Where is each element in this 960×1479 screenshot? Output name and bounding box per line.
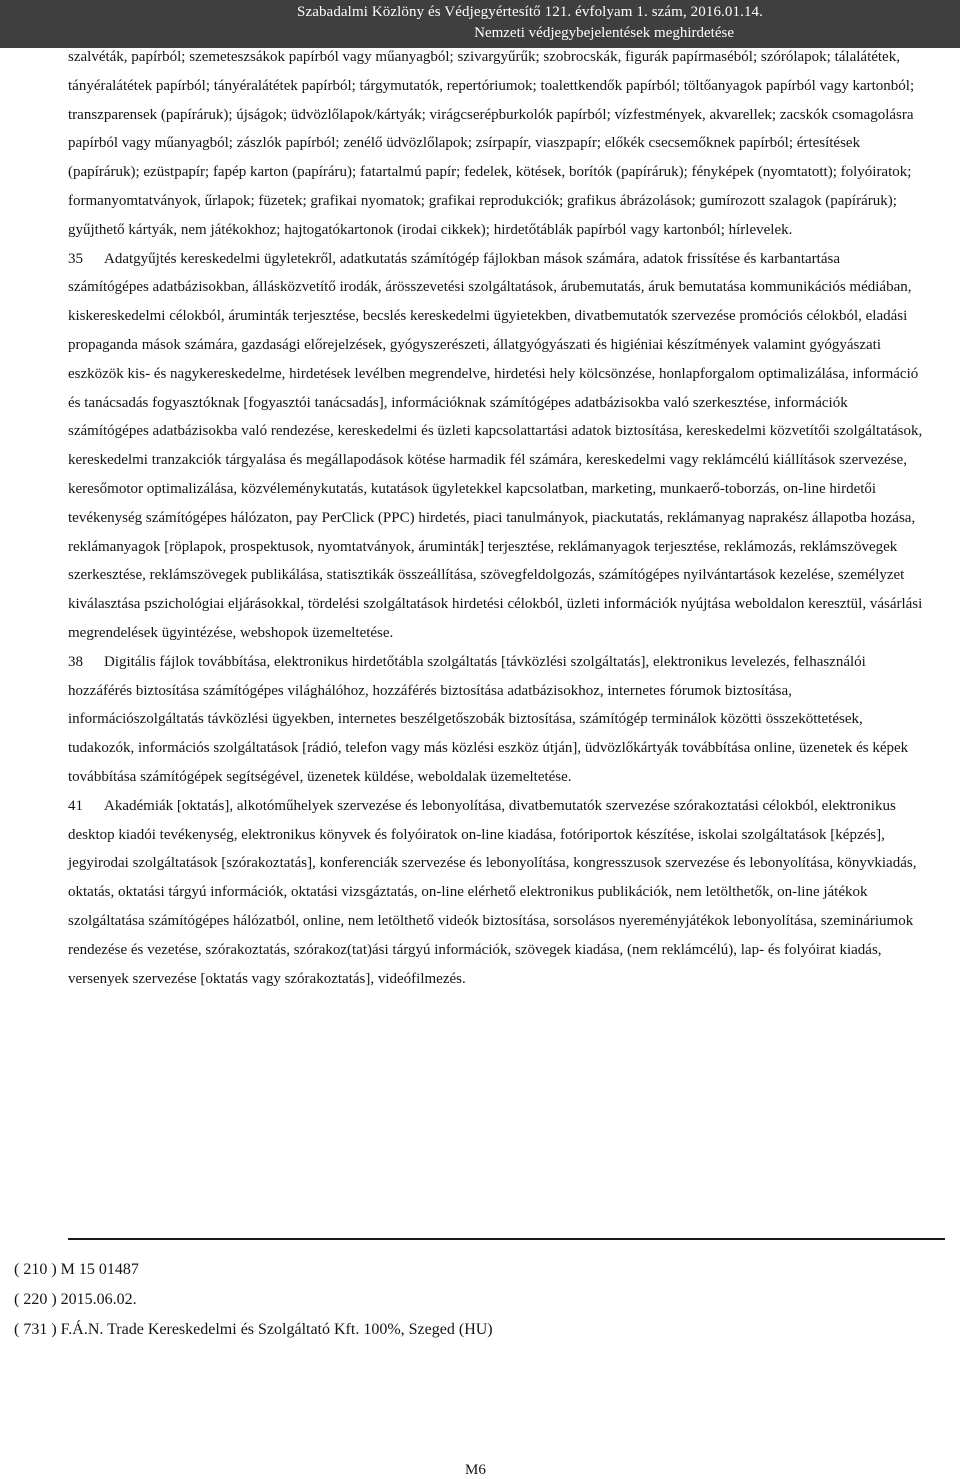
class-41-paragraph xyxy=(68,792,923,994)
class-35-paragraph xyxy=(68,245,923,648)
page-header xyxy=(0,0,960,48)
application-number: ( 210 ) M 15 01487 xyxy=(14,1261,139,1278)
class-text: Adatgyűjtés kereskedelmi ügyletekről, adatkutatás számítógép fájlokban mások számára, adatok frissítése és karbantartása számítógépes adatbázisokban, állásközvetítő irodák, árösszevetési szolgáltatások, árubemutatás, áruk bemutatása kommunikációs médiában, kiskereskedelmi célokból, áruminták terjesztése, becslés kereskedelmi ügyietekben, divatbemutatók szervezése promóciós célokból, eladási propaganda mások számára, gazdasági előrejelzések, gyógyszerészeti, állatgyógyászati és higiéniai készítmények valamint gyógyászati eszközök kis- és nagykereskedelme, hirdetések levélben megrendelve, hirdetési hely kölcsönzése, honlapforgalom optimalizálása, információ és tanácsadás fogyasztóknak [fogyasztói tanácsadás], információknak számítógépes adatbázisokba való szerkesztése, információk számítógépes adatbázisokba való rendezése, kereskedelmi és üzleti kapcsolattartási adatok biztosítása, kereskedelmi közvetítői szolgáltatások, kereskedelmi tranzakciók tárgyalása és megállapodások kötése harmadik fél számára, kereskedelmi vagy reklámcélú kiállítások szervezése, keresőmotor optimalizálása, közvéleménykutatás, kutatások ügyletekkel kapcsolatban, marketing, munkaerő-toborzás, on-line hirdetői tevékenység számítógépes hálózaton, pay PerClick (PPC) hirdetés, piaci tanulmányok, piackutatás, reklámanyag naprakész állapotba hozása, reklámanyagok [röplapok, prospektusok, nyomtatványok, áruminták] terjesztése, reklámanyagok terjesztése, reklámozás, reklámszövegek szerkesztése, reklámszövegek publikálása, statisztikák összeállítása, szövegfeldolgozás, számítógépes nyilvántartások kezelése, személyzet kiválasztása pszichológiai eljárásokkal, tördelési szolgáltatások hirdetési célokból, üzleti információk nyújtása weboldalon keresztül, vásárlási megrendelések ügyintézése, webshopok üzemeltetése. xyxy=(68,250,923,641)
page-number: M6 xyxy=(465,1462,486,1478)
section-title: Nemzeti védjegybejelentések meghirdetése xyxy=(474,25,734,41)
section-divider xyxy=(68,1238,945,1240)
goods-services-list xyxy=(68,43,923,993)
class-text: Digitális fájlok továbbítása, elektronikus hirdetőtábla szolgáltatás [távközlési szolgáltatás], elektronikus levelezés, felhasználói hozzáférés biztosítása számítógépes világhálóhoz, hozzáférés biztosítása adatbázisokhoz, internetes fórumok biztosítása, információszolgáltatás távközlési ügyekben, internetes beszélgetőszobák biztosítása, számítógép terminálok közötti összeköttetések, tudakozók, információs szolgáltatások [rádió, telefon vagy más közlési eszköz útján], üdvözlőkártyák továbbítása online, üzenetek és képek továbbítása számítógépek segítségével, üzenetek küldése, weboldalak üzemeltetése. xyxy=(68,653,909,785)
filing-date: ( 220 ) 2015.06.02. xyxy=(14,1291,137,1308)
class-number: 41 xyxy=(68,797,83,814)
trademark-metadata xyxy=(14,1255,493,1345)
class-38-paragraph xyxy=(68,648,923,792)
class-number: 35 xyxy=(68,250,83,267)
class-number: 38 xyxy=(68,653,83,670)
journal-title: Szabadalmi Közlöny és Védjegyértesítő 121. évfolyam 1. szám, 2016.01.14. xyxy=(297,4,763,20)
class-16-continuation: szalvéták, papírból; szemeteszsákok papírból vagy műanyagból; szivargyűrűk; szobrocskák, figurák papírmaséból; szórólapok; tálalátétek, tányéralátétek papírból; tányéralátétek papírból; tárgymutatók, repertóriumok; toalettkendők papírból; töltőanyagok papírból vagy kartonból; transzparensek (papíráruk); újságok; üdvözlőlapok/kártyák; virágcserépburkolók papírból; vízfestmények, akvarellek; zacskók csomagolásra papírból vagy műanyagból; zászlók papírból; zenélő üdvözlőlapok; zsírpapír, viaszpapír; előkék csecsemőknek papírból; értesítések (papíráruk); ezüstpapír; fapép karton (papíráru); fatartalmú papír; fedelek, kötések, borítók (papíráruk); fényképek (nyomtatott); folyóiratok; formanyomtatványok, űrlapok; füzetek; grafikai nyomatok; grafikai reprodukciók; grafikus ábrázolások; gumírozott szalagok (papíráruk); gyűjthető kártyák, nem játékokhoz; hajtogatókartonok (irodai cikkek); hirdetőtáblák papírból vagy kartonból; hírlevelek. xyxy=(68,49,915,238)
applicant: ( 731 ) F.Á.N. Trade Kereskedelmi és Szolgáltató Kft. 100%, Szeged (HU) xyxy=(14,1321,493,1338)
class-text: Akadémiák [oktatás], alkotóműhelyek szervezése és lebonyolítása, divatbemutatók szervezése szórakoztatási célokból, elektronikus desktop kiadói tevékenység, elektronikus könyvek és folyóiratok on-line kiadása, fotóriportok készítése, iskolai szolgáltatások [képzés], jegyirodai szolgáltatások [szórakoztatás], konferenciák szervezése és lebonyolítása, kongresszusok szervezése és lebonyolítása, könyvkiadás, oktatás, oktatási tárgyú információk, oktatási vizsgáztatás, on-line elérhető elektronikus publikációk, nem letölthetők, on-line játékok szolgáltatása számítógépes hálózatból, online, nem letölthető videók biztosítása, sorsolásos nyereményjátékok lebonyolítása, szemináriumok rendezése és vezetése, szórakoztatás, szórakoz(tat)ási tárgyú információk, szövegek kiadása, (nem reklámcélú), lap- és folyóirat kiadás, versenyek szervezése [oktatás vagy szórakoztatás], videófilmezés. xyxy=(68,797,917,987)
